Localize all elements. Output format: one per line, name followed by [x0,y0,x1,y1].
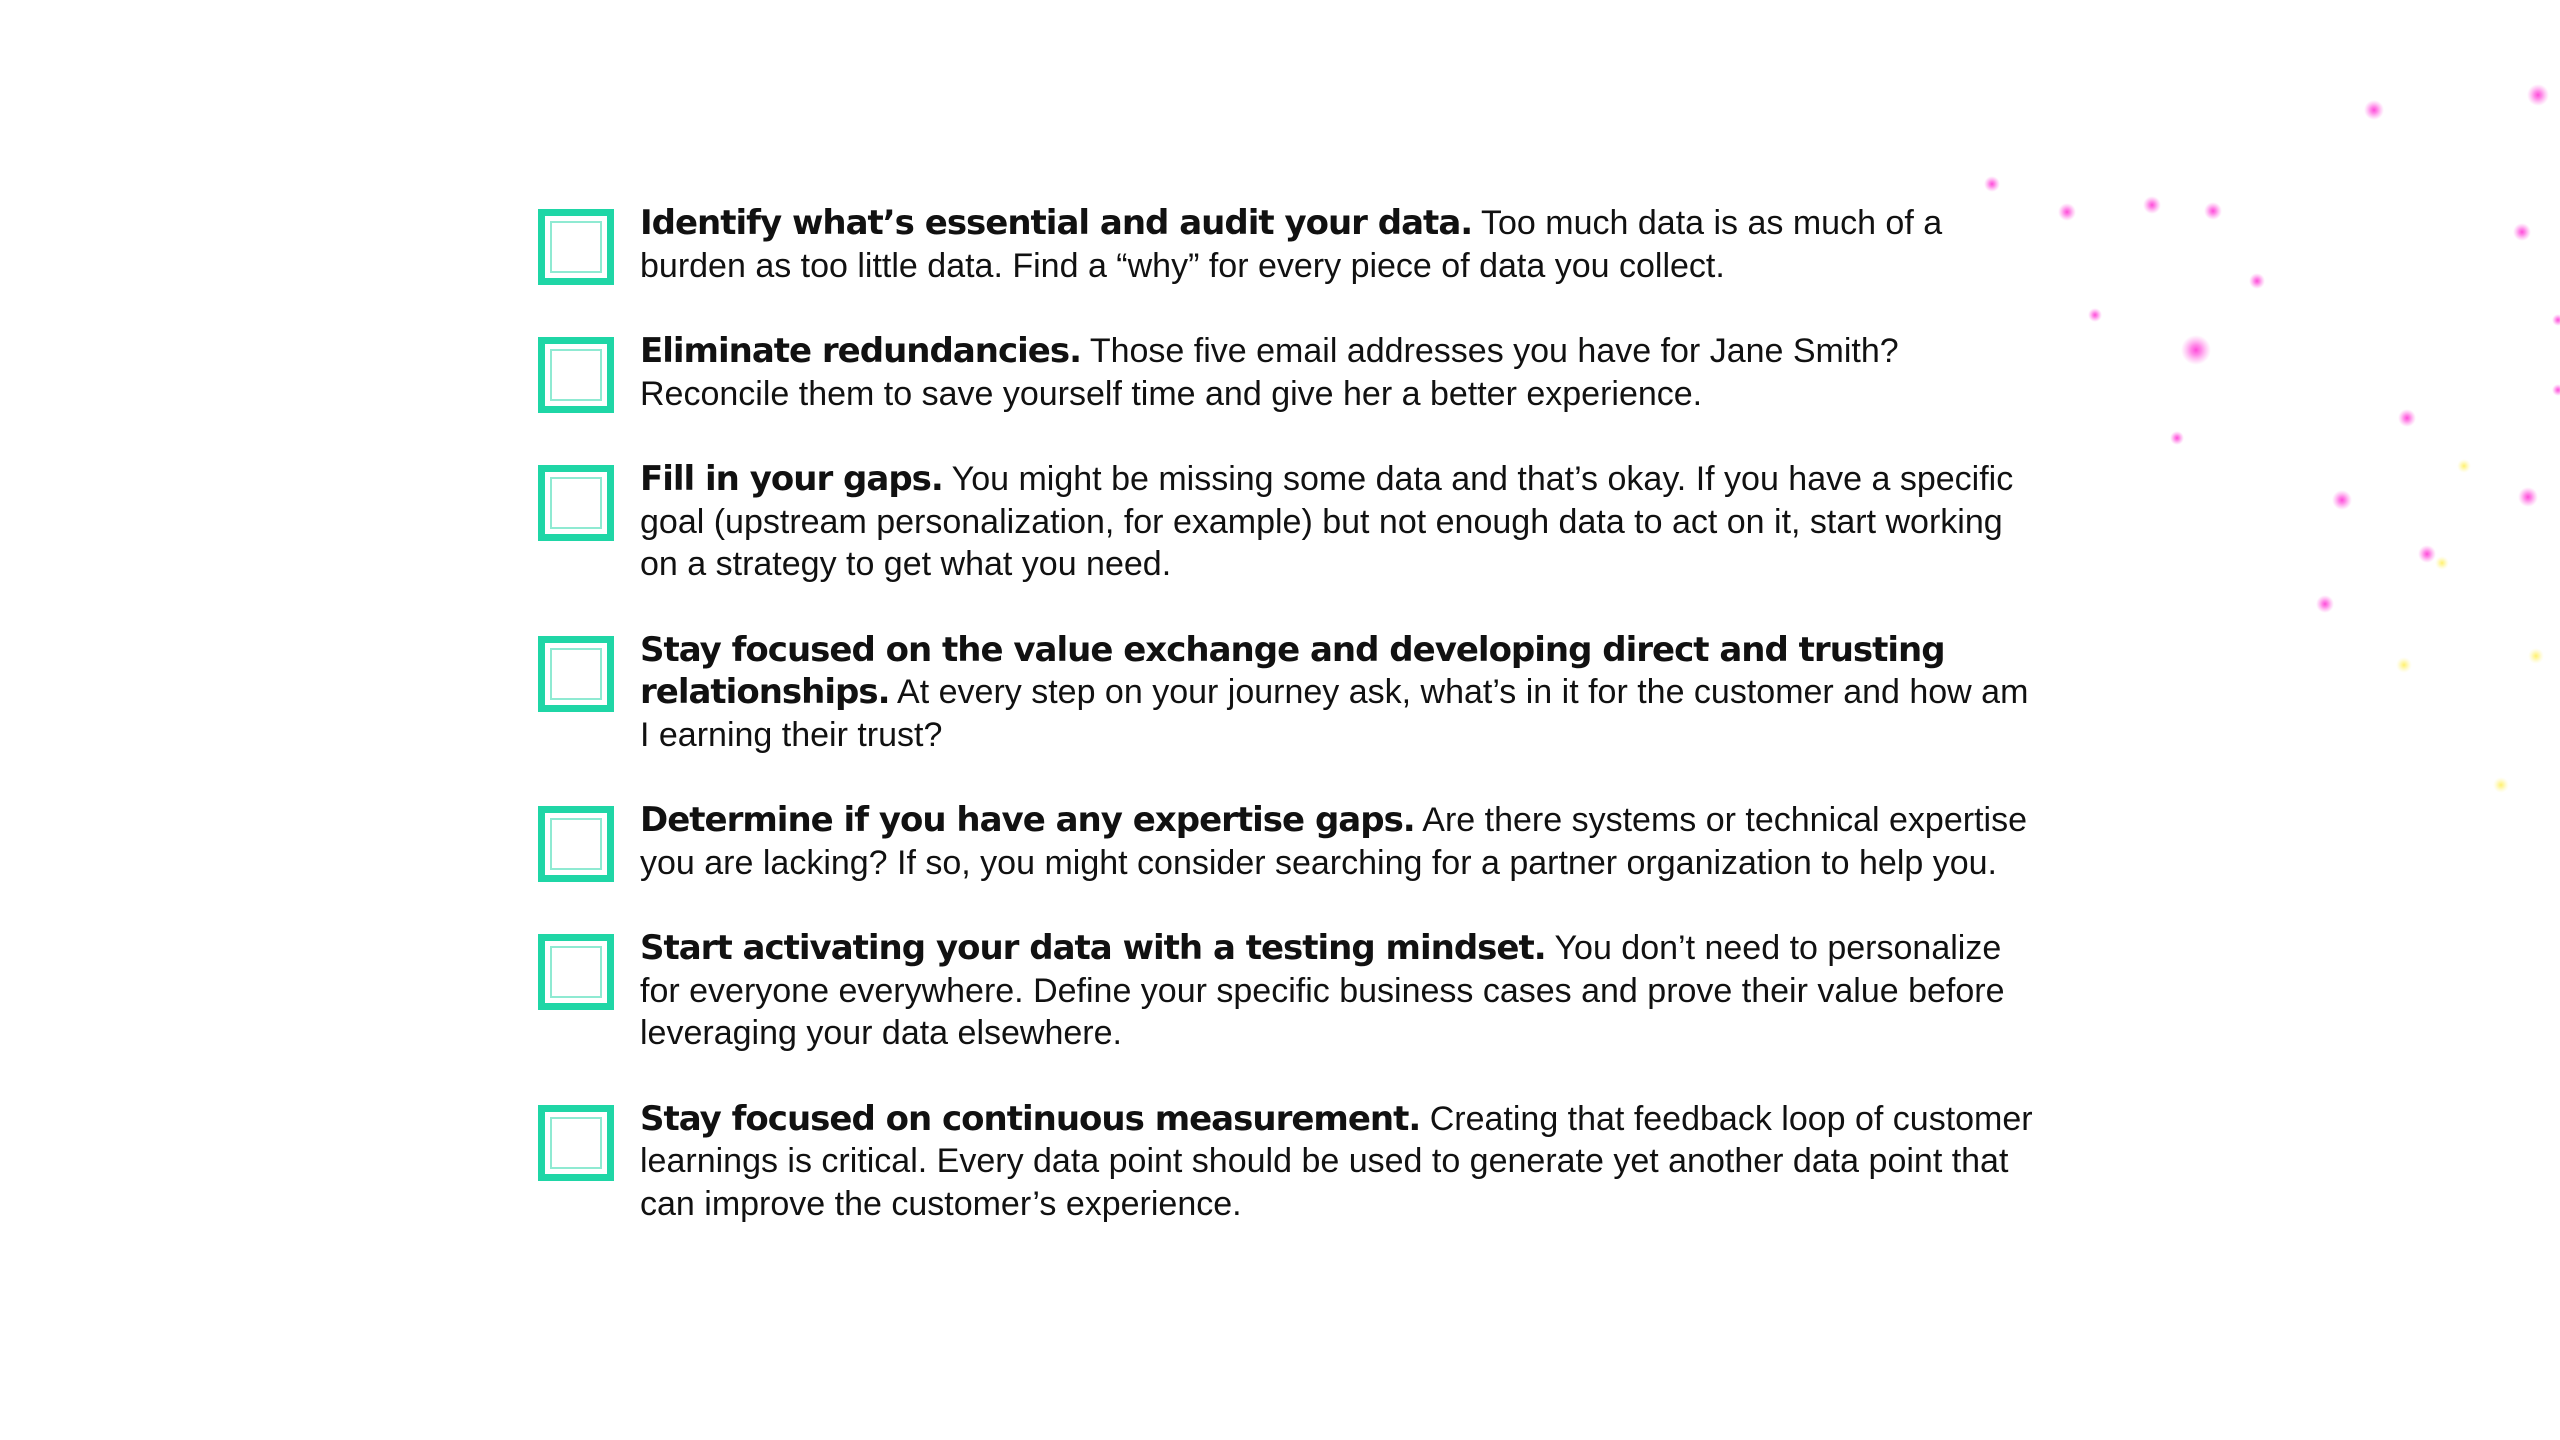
sparkle-dot [2204,202,2222,220]
sparkle-dots-icon [1900,0,2560,880]
checklist-item [538,330,2038,415]
sparkle-dot [2088,308,2102,322]
sparkle-dot [2181,335,2211,365]
checkbox-icon[interactable] [538,1105,614,1181]
item-description: You might be missing some data and that’s okay. If you have a specific goal (upstream personalization, for example) but not enough data to act on it, start working on a strategy to get what you need. [640,460,2014,583]
sparkle-dot [2528,648,2544,664]
sparkle-dot [2316,595,2334,613]
sparkle-dot [2170,431,2184,445]
item-description: You don’t need to personalize for everyone everywhere. Define your specific business cases and prove their value before leveraging your data elsewhere. [640,929,2005,1052]
pink-sparkles [1984,84,2560,613]
checklist-item [538,927,2038,1055]
item-heading: Start activating your data with a testing mindset. [640,928,1546,968]
sparkle-dot [2418,545,2436,563]
item-heading: Identify what’s essential and audit your data. [640,203,1473,243]
checkbox-icon[interactable] [538,934,614,1010]
checklist-item [538,202,2038,287]
sparkle-dot [2435,556,2449,570]
item-description: Those five email addresses you have for Jane Smith? Reconcile them to save yourself time and give her a better experience. [640,332,1899,413]
checklist [538,202,2038,1268]
sparkle-dot [2396,657,2412,673]
sparkle-dot [2249,273,2265,289]
checklist-item-text [640,1098,2038,1226]
checklist-item-text [640,202,2038,287]
item-heading: Stay focused on the value exchange and developing direct and trusting relationships. [640,629,1945,712]
sparkle-dot [2364,100,2384,120]
checklist-item-text [640,629,2038,757]
checklist-item-text [640,799,2038,884]
sparkle-dot [2398,409,2416,427]
item-description: Too much data is as much of a burden as too little data. Find a “why” for every piece of data you collect. [640,204,1943,285]
sparkle-dot [2457,459,2471,473]
sparkle-dot [1984,176,2000,192]
item-description: Creating that feedback loop of customer learnings is critical. Every data point should be used to generate yet another data point that can improve the customer’s experience. [640,1099,2033,1223]
checkbox-icon[interactable] [538,209,614,285]
sparkle-dot [2143,196,2161,214]
checklist-item-text [640,458,2038,586]
checkbox-icon[interactable] [538,636,614,712]
sparkle-dot [2332,490,2352,510]
sparkle-dot [2552,314,2560,326]
checklist-item [538,1098,2038,1226]
yellow-sparkles [2396,459,2544,793]
item-heading: Fill in your gaps. [640,459,943,499]
sparkle-dot [2058,203,2076,221]
item-heading: Determine if you have any expertise gaps. [640,800,1415,840]
checklist-item [538,629,2038,757]
sparkle-dot [2552,384,2560,396]
sparkle-dot [2518,487,2538,507]
sparkle-dot [2527,84,2549,106]
item-heading: Eliminate redundancies. [640,331,1081,371]
checklist-item-text [640,330,2038,415]
sparkle-dot [2513,223,2531,241]
item-heading: Stay focused on continuous measurement. [640,1098,1421,1139]
checklist-item-text [640,927,2038,1055]
item-description: At every step on your journey ask, what’s in it for the customer and how am I earning their trust? [640,673,2029,754]
checkbox-icon[interactable] [538,806,614,882]
item-description: Are there systems or technical expertise you are lacking? If so, you might consider searching for a partner organization to help you. [640,801,2027,882]
checkbox-icon[interactable] [538,337,614,413]
sparkle-dot [2493,777,2509,793]
checkbox-icon[interactable] [538,465,614,541]
checklist-item [538,799,2038,884]
checklist-item [538,458,2038,586]
